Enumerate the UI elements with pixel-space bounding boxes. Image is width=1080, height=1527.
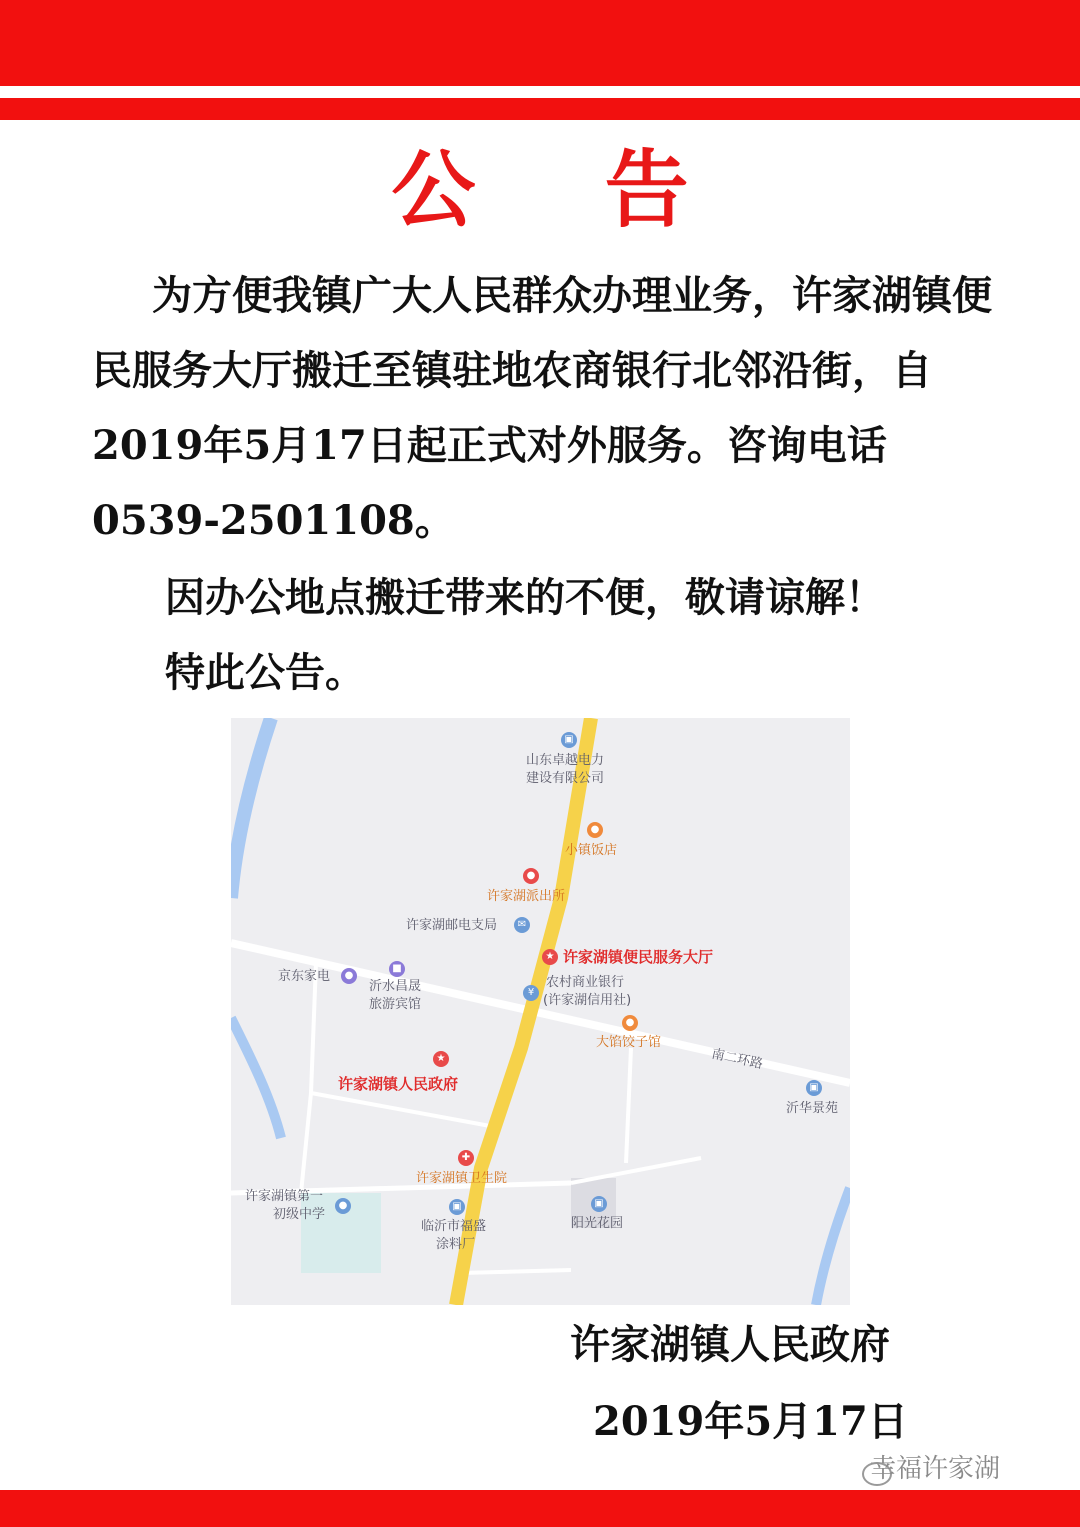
watermark: 幸福许家湖 — [870, 1454, 1001, 1484]
map-label-jd: 京东家电 — [278, 969, 331, 984]
map-label-post-office: 许家湖邮电支局 — [406, 918, 498, 933]
top-red-stripe — [0, 98, 1080, 120]
dumpling-icon: ● — [622, 1015, 638, 1031]
map-label-bank-2: (许家湖信用社) — [543, 993, 632, 1008]
map-label-school-2: 初级中学 — [273, 1207, 326, 1222]
river-east — [816, 1188, 850, 1305]
garden-icon: ▣ — [591, 1196, 607, 1212]
notice-apology: 因办公地点搬迁带来的不便，敬请谅解！ — [165, 574, 885, 621]
location-map — [231, 718, 850, 1305]
signature: 许家湖镇人民政府 — [570, 1321, 890, 1368]
map-label-government: 许家湖镇人民政府 — [338, 1075, 459, 1093]
bank-icon: ¥ — [523, 985, 539, 1001]
river-west — [231, 1018, 281, 1138]
side-road-5 — [626, 1048, 631, 1163]
map-label-electric-1: 山东卓越电力 — [526, 753, 605, 768]
notice-date: 2019年5月17日 — [593, 1398, 908, 1445]
hospital-icon: ✚ — [458, 1150, 474, 1166]
bottom-red-band — [0, 1490, 1080, 1527]
map-label-health: 许家湖镇卫生院 — [416, 1171, 508, 1186]
map-label-dumpling: 大馅饺子馆 — [596, 1035, 662, 1050]
hotel-icon: ■ — [389, 961, 405, 977]
map-label-garden: 阳光花园 — [571, 1216, 624, 1231]
side-road-1 — [311, 1093, 501, 1128]
side-road-6 — [461, 1270, 571, 1273]
map-label-hotel-2: 旅游宾馆 — [369, 997, 422, 1012]
map-label-restaurant: 小镇饭店 — [565, 843, 618, 858]
top-red-band — [0, 0, 1080, 86]
map-label-electric-2: 建设有限公司 — [526, 771, 605, 786]
map-label-factory-2: 涂料厂 — [436, 1237, 476, 1252]
notice-title: 公 告 — [391, 140, 739, 239]
map-label-service-hall: 许家湖镇便民服务大厅 — [563, 948, 714, 966]
residence-icon: ▣ — [806, 1080, 822, 1096]
river-north — [231, 718, 271, 898]
restaurant-icon: ● — [587, 822, 603, 838]
map-label-yihua: 沂华景苑 — [786, 1101, 839, 1116]
map-label-factory-1: 临沂市福盛 — [421, 1219, 487, 1234]
side-road-4 — [301, 963, 316, 1193]
notice-closing: 特此公告。 — [165, 649, 365, 696]
map-label-road: 南二环路 — [710, 1046, 765, 1073]
school-icon: ● — [335, 1198, 351, 1214]
star-icon: ★ — [542, 949, 558, 965]
map-label-school-1: 许家湖镇第一 — [245, 1189, 324, 1204]
building-icon: ▣ — [561, 732, 577, 748]
notice-paragraph: 为方便我镇广大人民群众办理业务，许家湖镇便民服务大厅搬迁至镇驻地农商银行北邻沿街，自2019年5月17日起正式对外服务。咨询电话 0539-2501108。 — [92, 272, 992, 544]
map-label-hotel-1: 沂水昌晟 — [369, 979, 422, 994]
government-icon: ★ — [433, 1051, 449, 1067]
factory-icon: ▣ — [449, 1199, 465, 1215]
side-road-3 — [571, 1158, 701, 1183]
map-label-police: 许家湖派出所 — [487, 889, 566, 904]
shop-icon: ● — [341, 968, 357, 984]
post-office-icon: ✉ — [514, 917, 530, 933]
map-label-bank-1: 农村商业银行 — [546, 975, 625, 990]
police-icon: ● — [523, 868, 539, 884]
